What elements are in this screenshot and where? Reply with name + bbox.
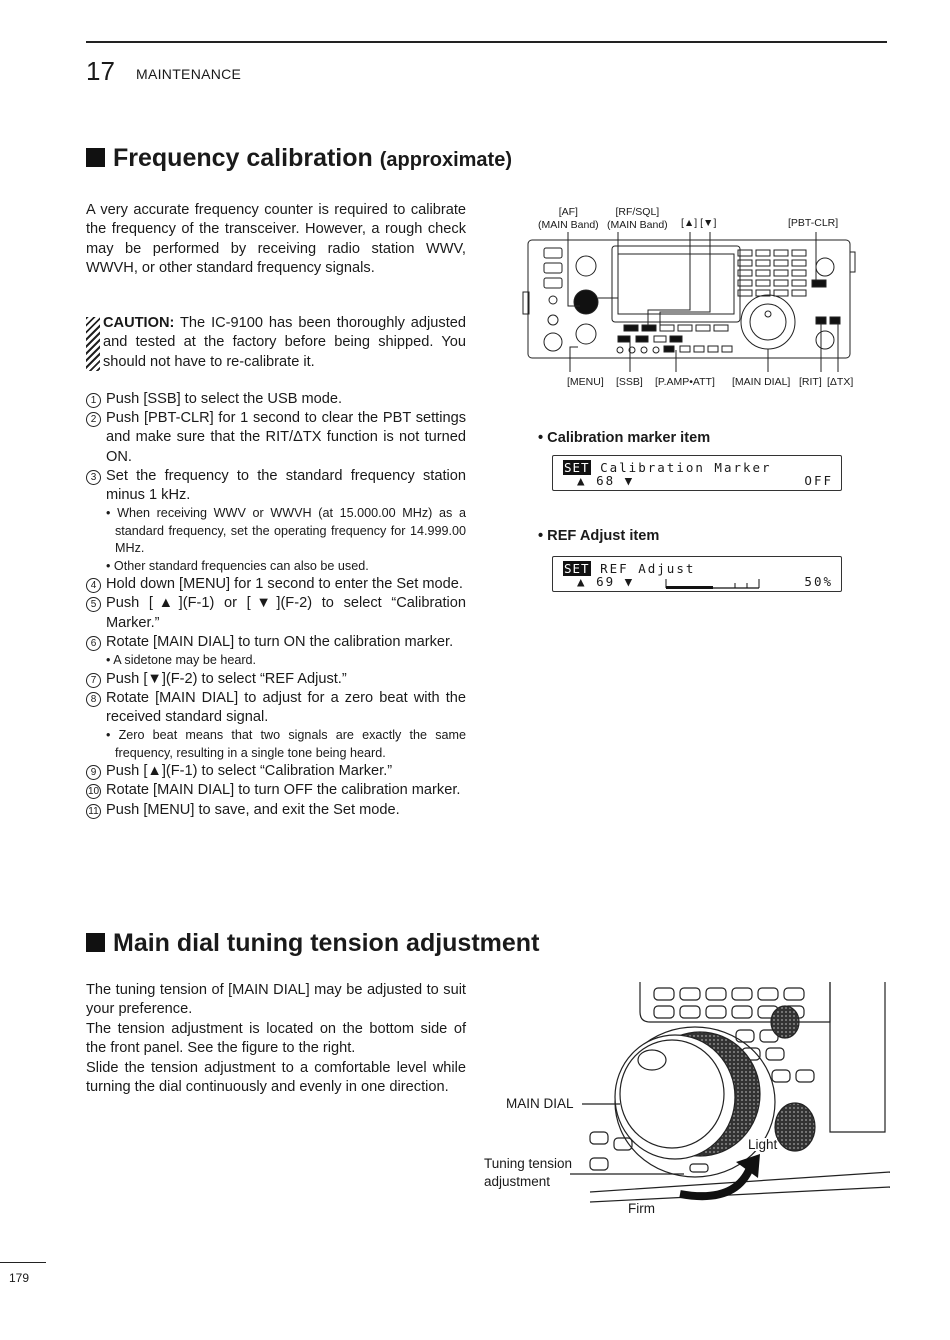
step-text: Push [PBT-CLR] for 1 second to clear the PBT settings and make sure that the RIT/ΔTX function is not turned ON. <box>106 410 466 465</box>
step-note: • Other standard frequencies can also be used. <box>106 558 369 573</box>
step-text: Push [SSB] to select the USB mode. <box>106 391 343 407</box>
ref-level-fill <box>666 586 713 589</box>
label-up-down: [▲] [▼] <box>681 217 717 229</box>
label-rit: [RIT] <box>799 376 822 388</box>
triangle-down-icon: ▼ <box>624 574 635 589</box>
ref-level-bar <box>665 576 761 590</box>
lcd-item-value: 50% <box>804 574 833 589</box>
lcd-calibration-marker <box>552 455 842 491</box>
step-item <box>86 594 466 632</box>
lcd-item-name: Calibration Marker <box>600 460 772 475</box>
step-number-badge: 6 <box>86 636 101 651</box>
section-title-suffix: (approximate) <box>379 149 512 171</box>
label-light: Light <box>748 1137 778 1152</box>
section-title-text: Main dial tuning tension adjustment <box>113 929 540 957</box>
step-note: • Zero beat means that two signals are exactly the same frequency, resulting in a single tone being heard. <box>106 728 466 760</box>
step-text: Push [▲](F-1) to select “Calibration Marker.” <box>106 763 393 780</box>
step-number-badge: 3 <box>86 470 101 485</box>
chapter-title: MAINTENANCE <box>136 66 242 82</box>
label-tuning-tension: Tuning tension adjustment <box>484 1156 573 1189</box>
chapter-number: 17 <box>86 56 115 86</box>
section-title-frequency-calibration <box>86 144 512 173</box>
step-text: Hold down [MENU] for 1 second to enter the Set mode. <box>106 576 463 593</box>
square-bullet-icon <box>86 148 105 167</box>
step-item <box>86 670 466 689</box>
step-item <box>86 467 466 505</box>
lcd-item-number: 68 <box>596 473 616 488</box>
step-item <box>86 689 466 727</box>
label-rf-sql: [RF/SQL] (MAIN Band) <box>607 206 668 231</box>
step-number-badge: 5 <box>86 597 101 612</box>
main-dial-closeup-diagram <box>560 982 890 1214</box>
tension-paragraph: The tuning tension of [MAIN DIAL] may be adjusted to suit your preference. <box>86 982 466 1018</box>
step-text: Set the frequency to the standard frequency station minus 1 kHz. <box>106 467 466 504</box>
step-item <box>86 801 466 820</box>
tension-paragraphs <box>86 981 466 1097</box>
section-title-text: Frequency calibration <box>113 144 373 172</box>
set-badge: SET <box>564 561 590 576</box>
lcd-item-name: REF Adjust <box>600 561 696 576</box>
triangle-up-icon: ▲ <box>577 574 587 589</box>
step-note: • A sidetone may be heard. <box>106 653 257 668</box>
step-number-badge: 10 <box>87 786 100 798</box>
page-number: 179 <box>0 1262 46 1285</box>
caution-label: CAUTION: <box>103 315 175 331</box>
tension-paragraph: The tension adjustment is located on the bottom side of the front panel. See the figure to the right. <box>86 1020 466 1057</box>
step-item <box>86 575 466 594</box>
step-number-badge: 9 <box>86 765 101 780</box>
set-badge: SET <box>564 460 590 475</box>
step-item <box>86 633 466 652</box>
label-af: [AF] (MAIN Band) <box>538 206 599 231</box>
step-number-badge: 11 <box>86 804 101 819</box>
header-rule <box>86 41 887 43</box>
caution-text: The IC-9100 has been thoroughly adjusted and tested at the factory before being shipped. You should not have to re-calibrate it. <box>103 315 466 370</box>
label-main-dial-fig1: [MAIN DIAL] <box>732 376 791 388</box>
label-pamp-att: [P.AMP•ATT] <box>655 376 715 388</box>
step-item <box>86 390 466 409</box>
ref-adjust-heading: • REF Adjust item <box>538 528 660 544</box>
caution-block <box>86 314 466 372</box>
step-number-badge: 7 <box>86 673 101 688</box>
step-text: Rotate [MAIN DIAL] to turn OFF the calibration marker. <box>106 782 461 799</box>
square-bullet-icon <box>86 933 105 952</box>
step-number-badge: 8 <box>86 692 101 707</box>
step-number-badge: 2 <box>86 412 101 427</box>
label-delta-tx: [ΔTX] <box>827 376 854 388</box>
label-menu: [MENU] <box>567 376 604 388</box>
label-pbt-clr: [PBT-CLR] <box>788 217 839 229</box>
tension-paragraph: Slide the tension adjustment to a comfortable level while turning the dial continuously and evenly in one direction. <box>86 1059 466 1096</box>
section-title-main-dial-tension <box>86 929 539 958</box>
lcd-item-value: OFF <box>804 473 833 488</box>
step-text: Push [▼](F-2) to select “REF Adjust.” <box>106 670 347 687</box>
label-main-dial-fig2: MAIN DIAL <box>506 1096 574 1111</box>
caution-hatch-icon <box>86 317 100 371</box>
step-text: Rotate [MAIN DIAL] to adjust for a zero beat with the received standard signal. <box>106 689 466 725</box>
step-text: Push [▲](F-1) or [▼](F-2) to select “Calibration Marker.” <box>106 595 466 631</box>
step-item <box>86 409 466 467</box>
step-text: Push [MENU] to save, and exit the Set mode. <box>106 801 400 818</box>
step-note: • When receiving WWV or WWVH (at 15.000.00 MHz) as a standard frequency, set the operating frequency for 14.999.00 MHz. <box>106 506 466 556</box>
calibration-marker-heading: • Calibration marker item <box>538 430 711 446</box>
step-item <box>86 781 466 800</box>
label-ssb: [SSB] <box>616 376 643 388</box>
triangle-down-icon: ▼ <box>624 473 635 488</box>
step-item <box>86 762 466 781</box>
lcd-ref-adjust <box>552 556 842 592</box>
lcd-item-number: 69 <box>596 574 616 589</box>
triangle-up-icon: ▲ <box>577 473 587 488</box>
step-text: Rotate [MAIN DIAL] to turn ON the calibration marker. <box>106 633 454 650</box>
step-number-badge: 4 <box>86 578 101 593</box>
step-number-badge: 1 <box>86 393 101 408</box>
label-firm: Firm <box>628 1201 655 1216</box>
intro-paragraph: A very accurate frequency counter is required to calibrate the frequency of the transceiver. However, a rough check may be performed by receiving radio station WWV, WWVH, or other standard frequency signals. <box>86 202 466 277</box>
step-list <box>86 390 466 820</box>
transceiver-front-panel-diagram <box>520 232 860 377</box>
